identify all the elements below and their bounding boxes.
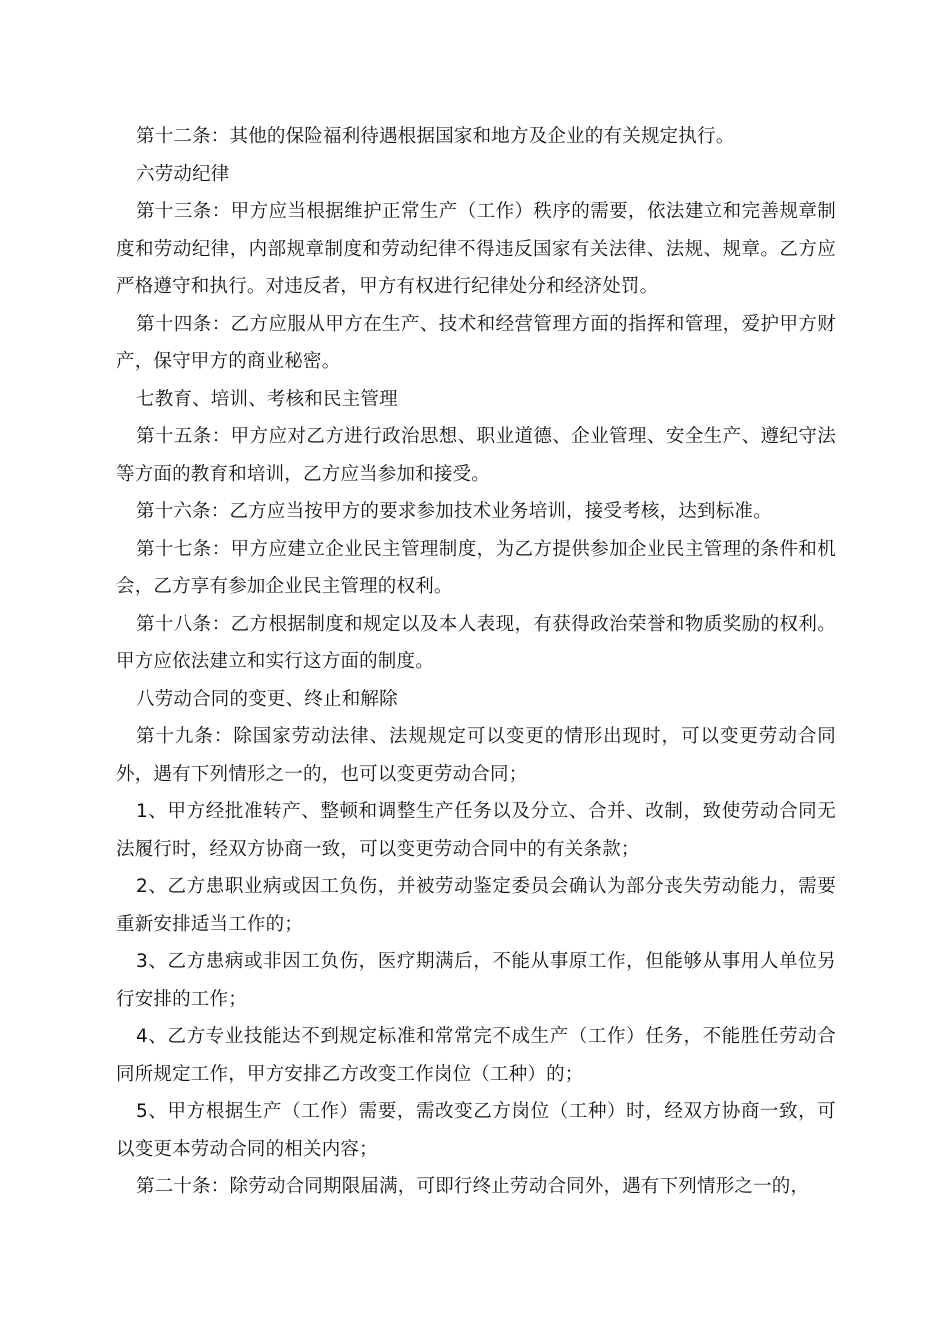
article-13: 第十三条：甲方应当根据维护正常生产（工作）秩序的需要，依法建立和完善规章制度和劳动纪律，内部规章制度和劳动纪律不得违反国家有关法律、法规、规章。乙方应严格遵守和执行。对违反者，甲方有权进行纪律处分和经济处罚。	[116, 201, 836, 297]
document-body	[116, 118, 836, 1206]
section-heading-labor-discipline: 六劳动纪律	[136, 163, 230, 185]
article-15: 第十五条：甲方应对乙方进行政治思想、职业道德、企业管理、安全生产、遵纪守法等方面的教育和培训，乙方应当参加和接受。	[116, 426, 836, 485]
article-19-item-2: 2、乙方患职业病或因工负伤，并被劳动鉴定委员会确认为部分丧失劳动能力，需要重新安排适当工作的；	[116, 876, 836, 935]
article-19-item-1: 1、甲方经批准转产、整顿和调整生产任务以及分立、合并、改制，致使劳动合同无法履行时，经双方协商一致，可以变更劳动合同中的有关条款；	[116, 801, 836, 860]
article-20: 第二十条：除劳动合同期限届满，可即行终止劳动合同外，遇有下列情形之一的，	[136, 1176, 810, 1197]
section-heading-contract-changes: 八劳动合同的变更、终止和解除	[136, 688, 398, 710]
article-17: 第十七条：甲方应建立企业民主管理制度，为乙方提供参加企业民主管理的条件和机会，乙方享有参加企业民主管理的权利。	[116, 538, 836, 597]
article-14: 第十四条：乙方应服从甲方在生产、技术和经营管理方面的指挥和管理，爱护甲方财产，保守甲方的商业秘密。	[116, 313, 836, 372]
article-19: 第十九条：除国家劳动法律、法规规定可以变更的情形出现时，可以变更劳动合同外，遇有下列情形之一的，也可以变更劳动合同；	[116, 726, 836, 785]
article-19-item-4: 4、乙方专业技能达不到规定标准和常常完不成生产（工作）任务，不能胜任劳动合同所规定工作，甲方安排乙方改变工作岗位（工种）的；	[116, 1026, 836, 1085]
article-12: 第十二条：其他的保险福利待遇根据国家和地方及企业的有关规定执行。	[136, 126, 735, 147]
section-heading-education-training: 七教育、培训、考核和民主管理	[136, 388, 398, 410]
article-16: 第十六条：乙方应当按甲方的要求参加技术业务培训，接受考核，达到标准。	[136, 501, 772, 522]
article-18: 第十八条：乙方根据制度和规定以及本人表现，有获得政治荣誉和物质奖励的权利。甲方应依法建立和实行这方面的制度。	[116, 613, 836, 672]
article-19-item-5: 5、甲方根据生产（工作）需要，需改变乙方岗位（工种）时，经双方协商一致，可以变更本劳动合同的相关内容；	[116, 1101, 836, 1160]
article-19-item-3: 3、乙方患病或非因工负伤，医疗期满后，不能从事原工作，但能够从事用人单位另行安排的工作；	[116, 951, 836, 1010]
